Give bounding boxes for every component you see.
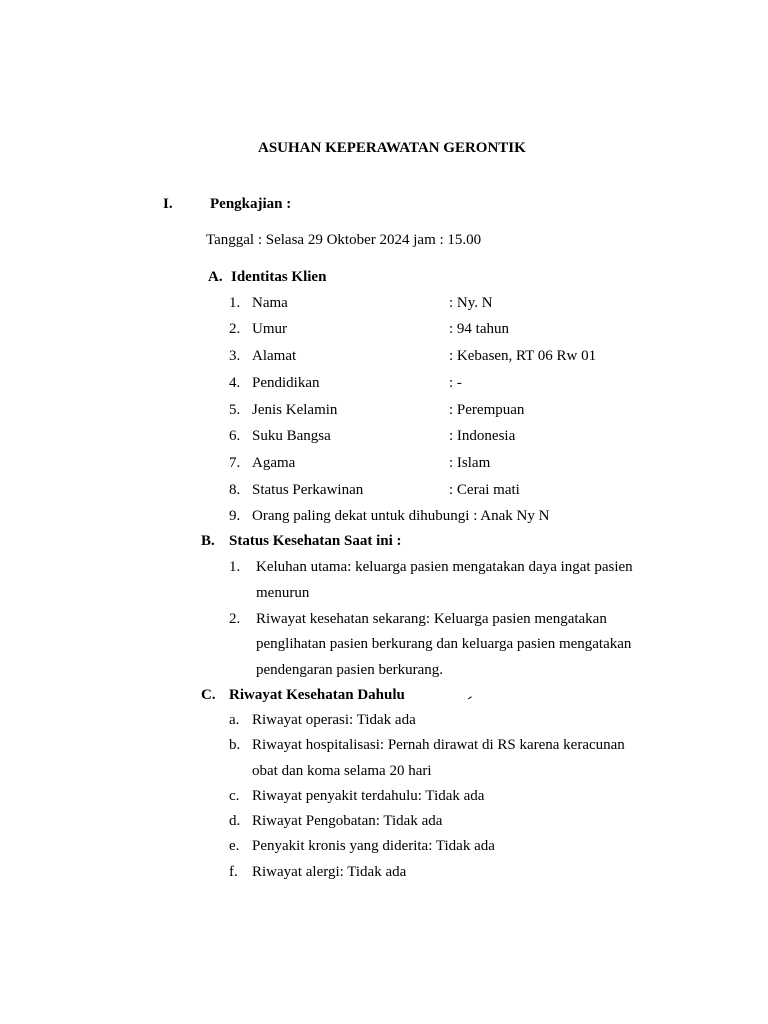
identity-item-label: Agama [252,455,296,471]
identity-item-number: 3. [229,348,241,364]
history-item-letter: d. [229,813,241,829]
health-item-number: 2. [229,611,241,627]
identity-item-label: Orang paling dekat untuk dihubungi : Anak Ny N [252,508,550,524]
identity-item-number: 1. [229,295,241,311]
identity-item-value: : Kebasen, RT 06 Rw 01 [449,348,597,364]
identity-item-label: Suku Bangsa [252,428,331,444]
identity-item-value: : Islam [449,455,491,471]
identity-item-label: Status Perkawinan [252,482,364,498]
identity-item-label: Pendidikan [252,375,320,391]
identity-item-number: 7. [229,455,241,471]
history-item-line: obat dan koma selama 20 hari [252,763,432,779]
identity-item-label: Alamat [252,348,297,364]
health-item-line: pendengaran pasien berkurang. [256,662,444,678]
identity-item-value: : 94 tahun [449,321,509,337]
health-item-line: Keluhan utama: keluarga pasien mengatakan daya ingat pasien [256,559,633,575]
identity-item-number: 2. [229,321,241,337]
identity-item-number: 5. [229,402,241,418]
subsection-a-marker: A. [208,269,223,285]
identity-item-value: : Cerai mati [449,482,520,498]
history-item-line: Riwayat Pengobatan: Tidak ada [252,813,443,829]
identity-item-number: 9. [229,508,241,524]
identity-item-number: 4. [229,375,241,391]
health-item-number: 1. [229,559,241,575]
section-heading: Pengkajian : [210,196,292,212]
history-item-letter: c. [229,788,240,804]
document-title: ASUHAN KEPERAWATAN GERONTIK [258,140,526,156]
identity-item-value: : Indonesia [449,428,516,444]
subsection-c-heading: Riwayat Kesehatan Dahulu [229,687,405,703]
history-item-line: Riwayat alergi: Tidak ada [252,864,407,880]
identity-item-label: Umur [252,321,287,337]
health-item-line: Riwayat kesehatan sekarang: Keluarga pasien mengatakan [256,611,607,627]
identity-item-value: : Ny. N [449,295,493,311]
subsection-b-heading: Status Kesehatan Saat ini : [229,533,402,549]
date-line: Tanggal : Selasa 29 Oktober 2024 jam : 15.00 [206,232,482,248]
identity-item-number: 6. [229,428,241,444]
stray-tick-mark [468,696,474,702]
subsection-c-marker: C. [201,687,216,703]
history-item-line: Penyakit kronis yang diderita: Tidak ada [252,838,495,854]
history-item-letter: e. [229,838,240,854]
subsection-a-heading: Identitas Klien [231,269,327,285]
history-item-line: Riwayat operasi: Tidak ada [252,712,416,728]
identity-item-label: Nama [252,295,288,311]
identity-item-number: 8. [229,482,241,498]
history-item-letter: a. [229,712,240,728]
identity-item-value: : Perempuan [449,402,525,418]
identity-item-label: Jenis Kelamin [252,402,338,418]
identity-item-value: : - [449,375,462,391]
section-numeral: I. [163,196,173,212]
history-item-letter: f. [229,864,238,880]
health-item-line: penglihatan pasien berkurang dan keluarga pasien mengatakan [256,636,632,652]
health-item-line: menurun [256,585,310,601]
history-item-line: Riwayat hospitalisasi: Pernah dirawat di RS karena keracunan [252,737,625,753]
history-item-line: Riwayat penyakit terdahulu: Tidak ada [252,788,485,804]
subsection-b-marker: B. [201,533,215,549]
history-item-letter: b. [229,737,241,753]
